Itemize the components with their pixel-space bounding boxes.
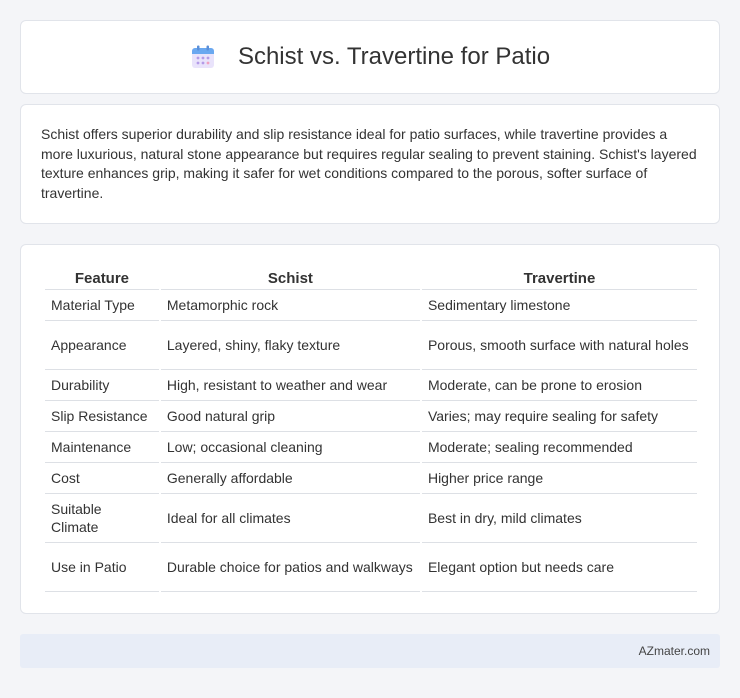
table-row: [45, 370, 697, 401]
feature-cell: Maintenance: [45, 432, 159, 463]
travertine-cell: Varies; may require sealing for safety: [422, 401, 697, 432]
feature-cell: Material Type: [45, 290, 159, 321]
feature-cell: Slip Resistance: [45, 401, 159, 432]
feature-cell: Use in Patio: [45, 543, 159, 592]
schist-cell: Good natural grip: [161, 401, 420, 432]
feature-cell: Appearance: [45, 321, 159, 370]
header-travertine: Travertine: [422, 265, 697, 290]
schist-cell: Ideal for all climates: [161, 494, 420, 543]
travertine-cell: Sedimentary limestone: [422, 290, 697, 321]
travertine-cell: Higher price range: [422, 463, 697, 494]
travertine-cell: Moderate, can be prone to erosion: [422, 370, 697, 401]
comparison-card: [20, 244, 720, 614]
table-row: [45, 432, 697, 463]
title-card: [20, 20, 720, 94]
schist-cell: Generally affordable: [161, 463, 420, 494]
feature-cell: Suitable Climate: [45, 494, 159, 543]
schist-cell: Metamorphic rock: [161, 290, 420, 321]
table-header-row: [45, 265, 697, 290]
calendar-icon: [190, 44, 216, 70]
schist-cell: Durable choice for patios and walkways: [161, 543, 420, 592]
table-row: [45, 494, 697, 543]
summary-text: Schist offers superior durability and slip resistance ideal for patio surfaces, while travertine provides a more luxurious, natural stone appearance but requires regular sealing to prevent staining. Schist's layered texture enhances grip, making it safer for wet conditions compared to the porous, softer surface of travertine.: [41, 126, 697, 201]
table-row: [45, 543, 697, 592]
table-row: [45, 321, 697, 370]
schist-cell: Low; occasional cleaning: [161, 432, 420, 463]
table-row: [45, 463, 697, 494]
travertine-cell: Elegant option but needs care: [422, 543, 697, 592]
comparison-table: [43, 265, 699, 592]
travertine-cell: Best in dry, mild climates: [422, 494, 697, 543]
schist-cell: High, resistant to weather and wear: [161, 370, 420, 401]
schist-cell: Layered, shiny, flaky texture: [161, 321, 420, 370]
travertine-cell: Porous, smooth surface with natural holes: [422, 321, 697, 370]
table-row: [45, 290, 697, 321]
page-title: Schist vs. Travertine for Patio: [237, 43, 551, 70]
table-row: [45, 401, 697, 432]
feature-cell: Cost: [45, 463, 159, 494]
header-feature: Feature: [45, 265, 159, 290]
header-schist: Schist: [161, 265, 420, 290]
summary-card: [20, 104, 720, 224]
travertine-cell: Moderate; sealing recommended: [422, 432, 697, 463]
footer-bar: [20, 634, 720, 668]
feature-cell: Durability: [45, 370, 159, 401]
footer-brand[interactable]: AZmater.com: [638, 644, 710, 658]
